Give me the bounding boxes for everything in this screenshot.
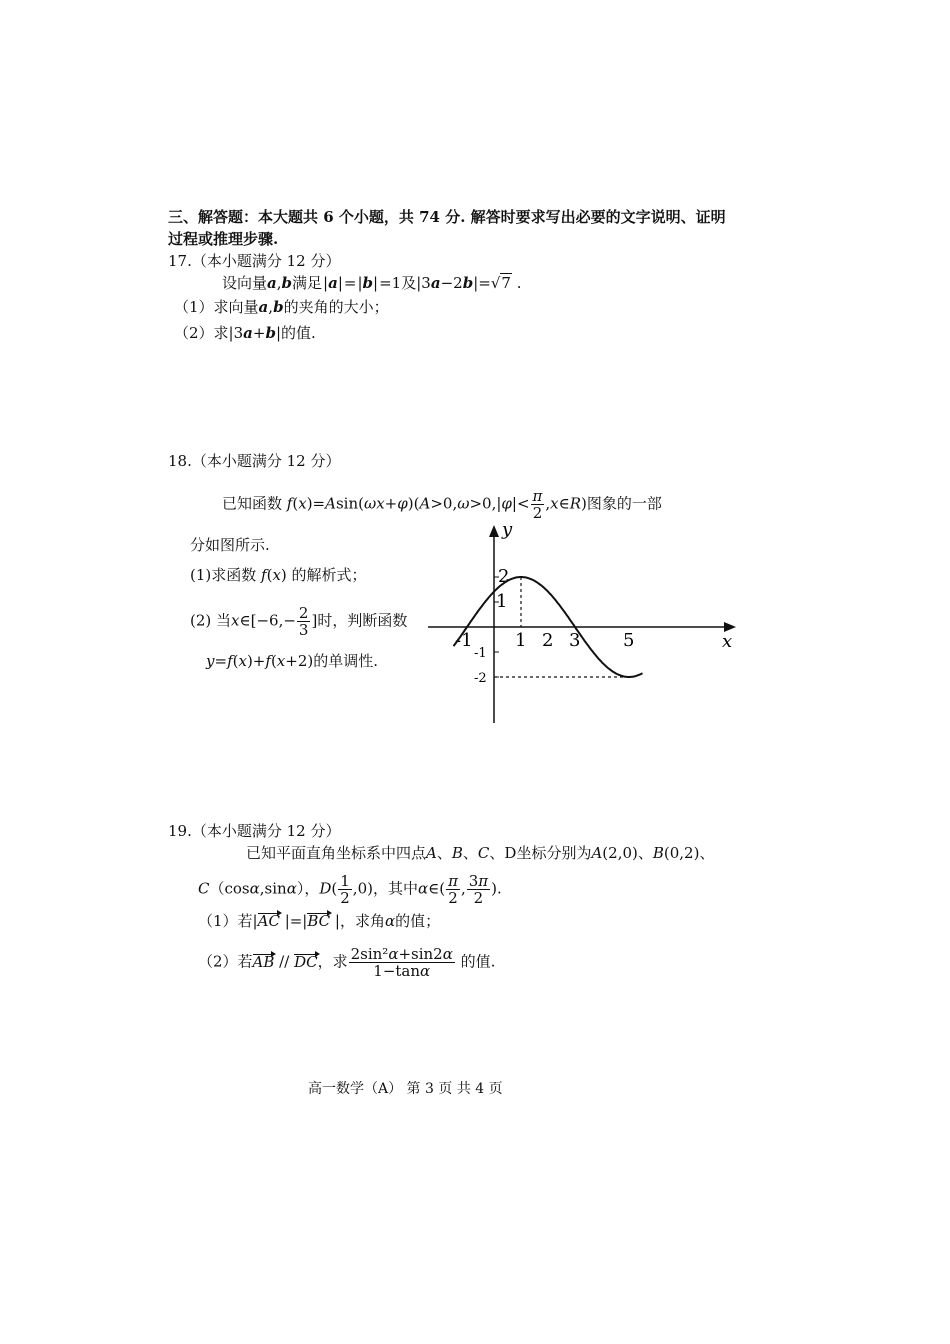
x-tick-label: 5 bbox=[623, 630, 635, 651]
sine-graph bbox=[420, 515, 740, 730]
section-intro-text: 本大题共 6 个小题，共 74 分. 解答时要求写出必要的文字说明、证明 bbox=[258, 208, 726, 226]
q18-part2-cont: y=f(x)+f(x+2)的单调性. bbox=[206, 652, 379, 670]
x-tick-label: 3 bbox=[569, 630, 581, 651]
q18-stem: 已知函数 f(x)=Asin(ωx+φ)(A>0,ω>0,|φ|< $\frac{\pi}{2}$ ,x∈R)图象的一部 bbox=[222, 487, 662, 522]
q17-part2: （2）求|3a+b|的值. bbox=[174, 324, 316, 342]
y-axis-arrow bbox=[489, 525, 499, 537]
q17-stem: 设向量a,b满足|a|=|b|=1及|3a−2b|=√7 . bbox=[222, 274, 522, 292]
y-tick-label: -1 bbox=[474, 646, 487, 661]
q19-part1: （1）若|AC |=|BC |，求角α的值； bbox=[198, 912, 441, 930]
q18-number: 18.（本小题满分 12 分） bbox=[168, 452, 341, 470]
q18-part1: (1)求函数 f(x) 的解析式； bbox=[190, 566, 367, 584]
q19-stem: 已知平面直角坐标系中四点A、B、C、D坐标分别为A(2,0)、B(0,2)、 bbox=[246, 844, 715, 862]
q17-number: 17.（本小题满分 12 分） bbox=[168, 252, 341, 270]
x-axis-label: x bbox=[722, 631, 733, 652]
x-tick-label: 1 bbox=[515, 630, 527, 651]
y-axis-label: y bbox=[502, 519, 513, 540]
x-tick-label: -1 bbox=[455, 630, 473, 651]
q19-stem-cont: C（cosα,sinα），D( $\frac{1}{2}$ ,0)，其中α∈( $\frac{\pi}{2}$ , $\frac{3\pi}{2}$ ). bbox=[198, 872, 502, 907]
section-intro-cont: 过程或推理步骤. bbox=[168, 230, 279, 248]
q19-number: 19.（本小题满分 12 分） bbox=[168, 822, 341, 840]
graph-axes bbox=[428, 525, 736, 723]
section-heading: 三、解答题： bbox=[168, 208, 259, 226]
y-tick-label: -2 bbox=[474, 671, 487, 686]
section-intro bbox=[168, 206, 726, 228]
y-tick-label: 1 bbox=[496, 591, 508, 612]
q18-stem-cont: 分如图所示. bbox=[190, 536, 270, 554]
q17-part1: （1）求向量a,b的夹角的大小； bbox=[174, 298, 389, 316]
y-tick-label: 2 bbox=[498, 566, 510, 587]
page-footer: 高一数学（A） 第 3 页 共 4 页 bbox=[308, 1081, 503, 1097]
q19-part2: （2）若AB // DC，求 $\frac{\text{2sin²α+sin2α}}{1-\tan\alpha}$ 的值. bbox=[198, 945, 496, 980]
x-tick-label: 2 bbox=[542, 630, 554, 651]
q18-part2: (2) 当x∈[−6,− $\frac{2}{3}$ ]时，判断函数 bbox=[190, 604, 408, 639]
